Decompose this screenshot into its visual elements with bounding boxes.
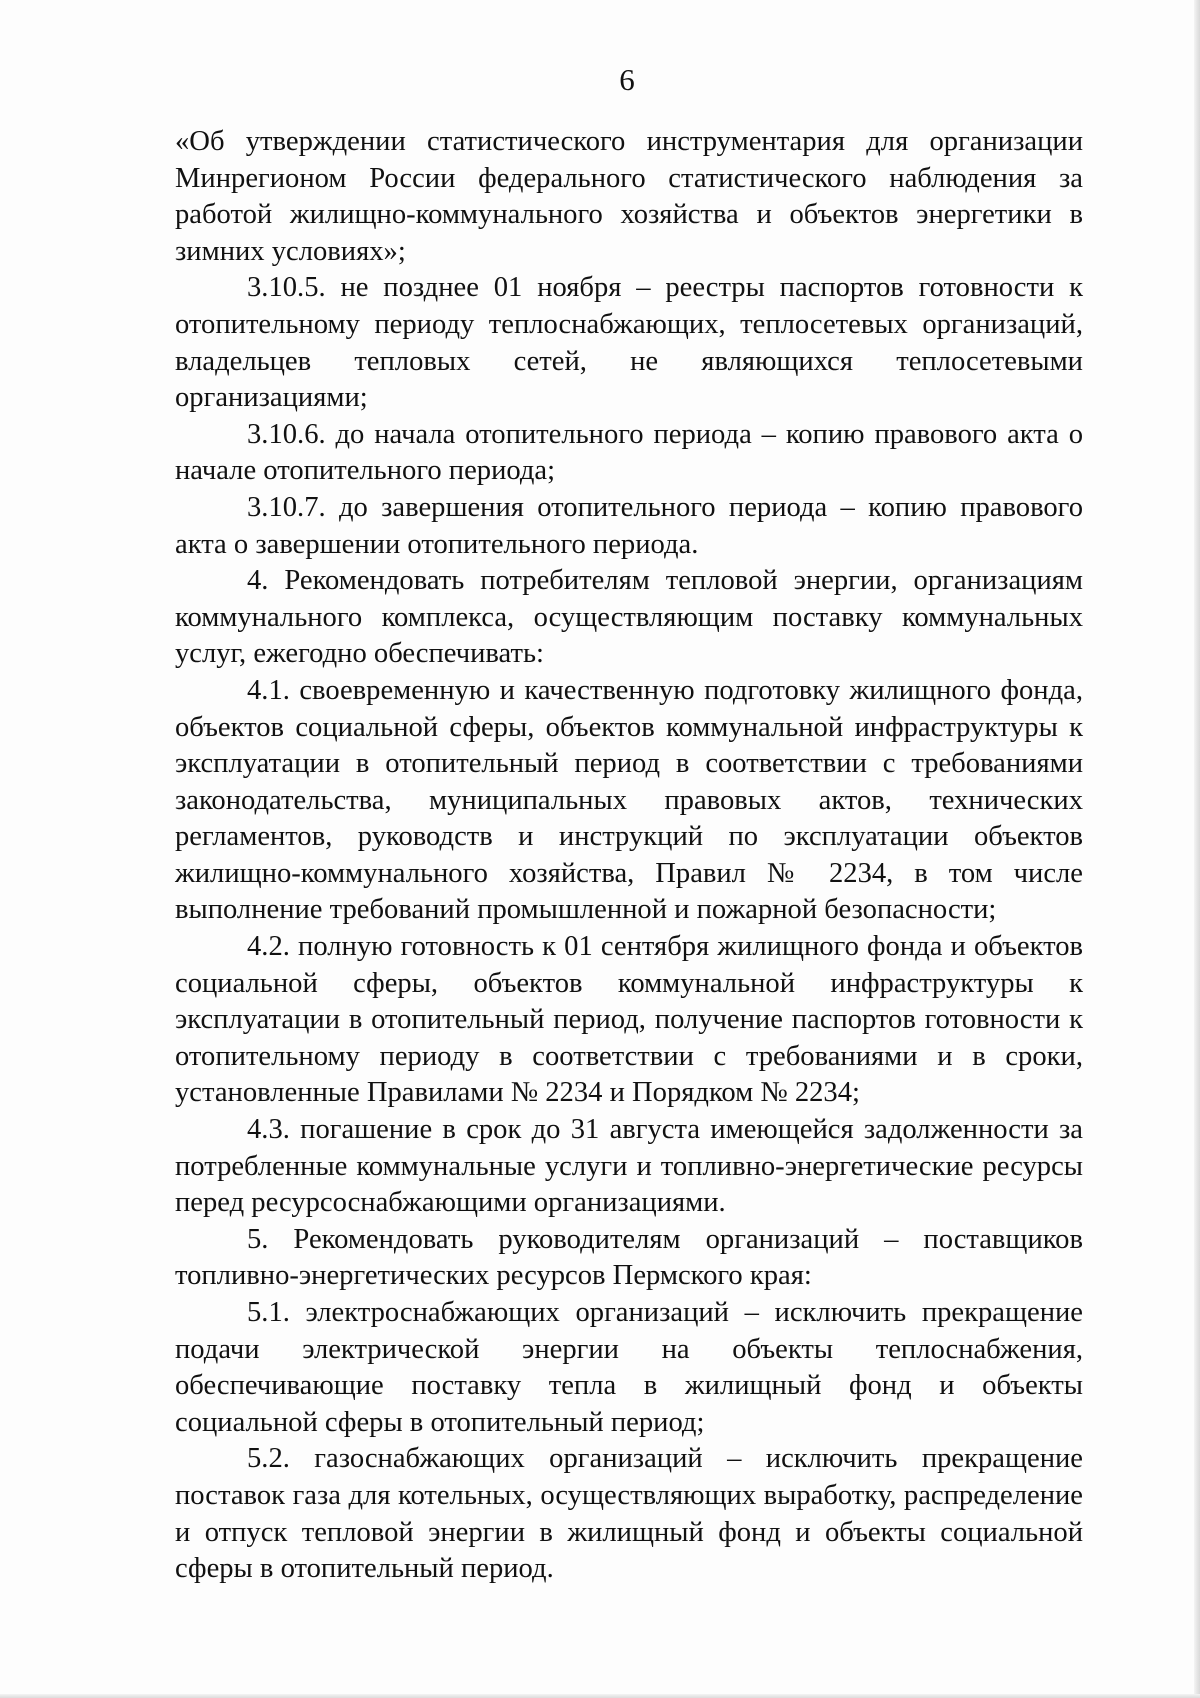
paragraph-5-1: 5.1. электроснабжающих организаций – исключить прекращение подачи электрической энергии на объекты теплоснабжения, обеспечивающие поставку тепла в жилищный фонд и объекты социальной сферы в отопительный период;	[175, 1297, 1083, 1438]
scan-edge-shadow-bottom	[0, 1694, 1200, 1698]
scan-edge-shadow	[1194, 0, 1200, 1698]
paragraph-4-3: 4.3. погашение в срок до 31 августа имеющейся задолженности за потребленные коммунальные услуги и топливно-энергетические ресурсы перед ресурсоснабжающими организациями.	[175, 1114, 1083, 1219]
page-number: 6	[619, 62, 635, 97]
paragraph-4-1: 4.1. своевременную и качественную подготовку жилищного фонда, объектов социальной сферы, объектов коммунальной инфраструктуры к эксплуатации в отопительный период в соответствии с требованиями законодательства, муниципальных правовых актов, технических регламентов, руководств и инструкций по эксплуатации объектов жилищно-коммунального хозяйства, Правил № 2234, в том числе выполнение требований промышленной и пожарной безопасности;	[175, 674, 1083, 926]
paragraph-4: 4. Рекомендовать потребителям тепловой энергии, организациям коммунального комплекса, осуществляющим поставку коммунальных услуг, ежегодно обеспечивать:	[175, 565, 1083, 670]
paragraph-4-2: 4.2. полную готовность к 01 сентября жилищного фонда и объектов социальной сферы, объектов коммунальной инфраструктуры к эксплуатации в отопительный период, получение паспортов готовности к отопительному периоду в соответствии с требованиями и в сроки, установленные Правилами № 2234 и Порядком № 2234;	[175, 931, 1083, 1109]
paragraph-3-10-7: 3.10.7. до завершения отопительного периода – копию правового акта о завершении отопительного периода.	[175, 491, 1083, 560]
paragraph-3-10-6: 3.10.6. до начала отопительного периода – копию правового акта о начале отопительного периода;	[175, 418, 1083, 487]
paragraph-continuation: «Об утверждении статистического инструментария для организации Минрегионом России федерального статистического наблюдения за работой жилищно-коммунального хозяйства и объектов энергетики в зимних условиях»;	[175, 126, 1083, 267]
document-body	[175, 124, 1083, 1588]
paragraph-5-2: 5.2. газоснабжающих организаций – исключить прекращение поставок газа для котельных, осуществляющих выработку, распределение и отпуск тепловой энергии в жилищный фонд и объекты социальной сферы в отопительный период.	[175, 1443, 1083, 1585]
paragraph-3-10-5: 3.10.5. не позднее 01 ноября – реестры паспортов готовности к отопительному периоду теплоснабжающих, теплосетевых организаций, владельцев тепловых сетей, не являющихся теплосетевыми организациями;	[175, 272, 1083, 414]
paragraph-5: 5. Рекомендовать руководителям организаций – поставщиков топливно-энергетических ресурсов Пермского края:	[175, 1223, 1083, 1292]
